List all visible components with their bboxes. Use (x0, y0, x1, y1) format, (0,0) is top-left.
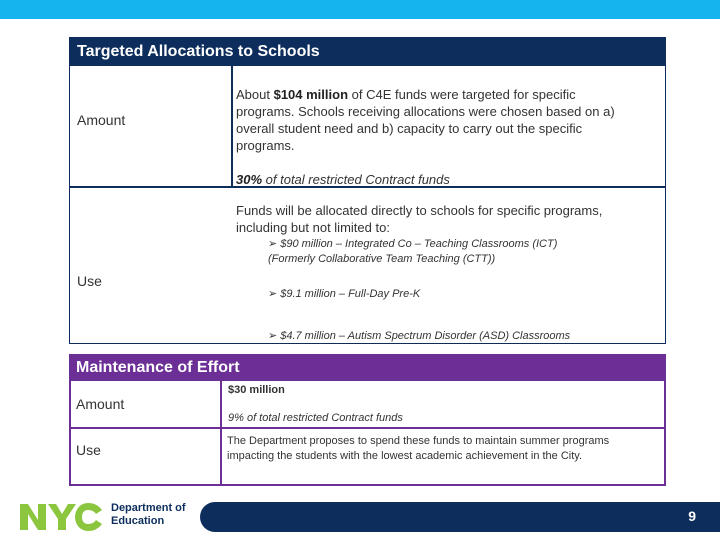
nyc-doe-logo (18, 500, 193, 534)
section1-percent-text: 30% of total restricted Contract funds (236, 172, 450, 187)
logo-line-2: Education (111, 515, 165, 527)
page-number: 9 (688, 508, 696, 524)
section2-percent-text: 9% of total restricted Contract funds (228, 412, 403, 424)
section2-use-label: Use (76, 442, 101, 458)
footer-bar (200, 502, 720, 532)
section2-divider (220, 379, 222, 486)
section2-title: Maintenance of Effort (69, 354, 666, 381)
logo-line-1: Department of (111, 502, 186, 514)
arrow-bullet-icon: ➢ (268, 288, 278, 300)
section1-divider (231, 66, 233, 187)
list-item: ➢ $9.1 million – Full-Day Pre-K (268, 288, 421, 300)
list-item: ➢ $90 million – Integrated Co – Teaching Classrooms (ICT) (Formerly Collaborative Team Teaching (CTT)) (268, 238, 558, 265)
arrow-bullet-icon: ➢ (268, 238, 278, 250)
nyc-logo-icon (18, 500, 104, 534)
section2-use-text: The Department proposes to spend these funds to maintain summer programs impacting the students with the lowest academic achievement in the City. (227, 435, 610, 462)
section2-amount-value: $30 million (228, 384, 285, 396)
top-accent-bar (0, 0, 720, 19)
section2-amount-label: Amount (76, 396, 125, 412)
section1-amount-text: About $104 million of C4E funds were targeted for specific programs. Schools receiving allocations were chosen based on a) overall student need and b) capacity to carry out the specific programs. (236, 87, 615, 153)
section1-title: Targeted Allocations to Schools (69, 37, 666, 66)
list-item: ➢ $4.7 million – Autism Spectrum Disorder (ASD) Classrooms (268, 330, 571, 342)
section1-use-label: Use (77, 273, 102, 289)
arrow-bullet-icon: ➢ (268, 330, 278, 342)
section1-use-intro: Funds will be allocated directly to schools for specific programs, including but not limited to: (236, 203, 603, 235)
section1-amount-label: Amount (77, 112, 126, 128)
